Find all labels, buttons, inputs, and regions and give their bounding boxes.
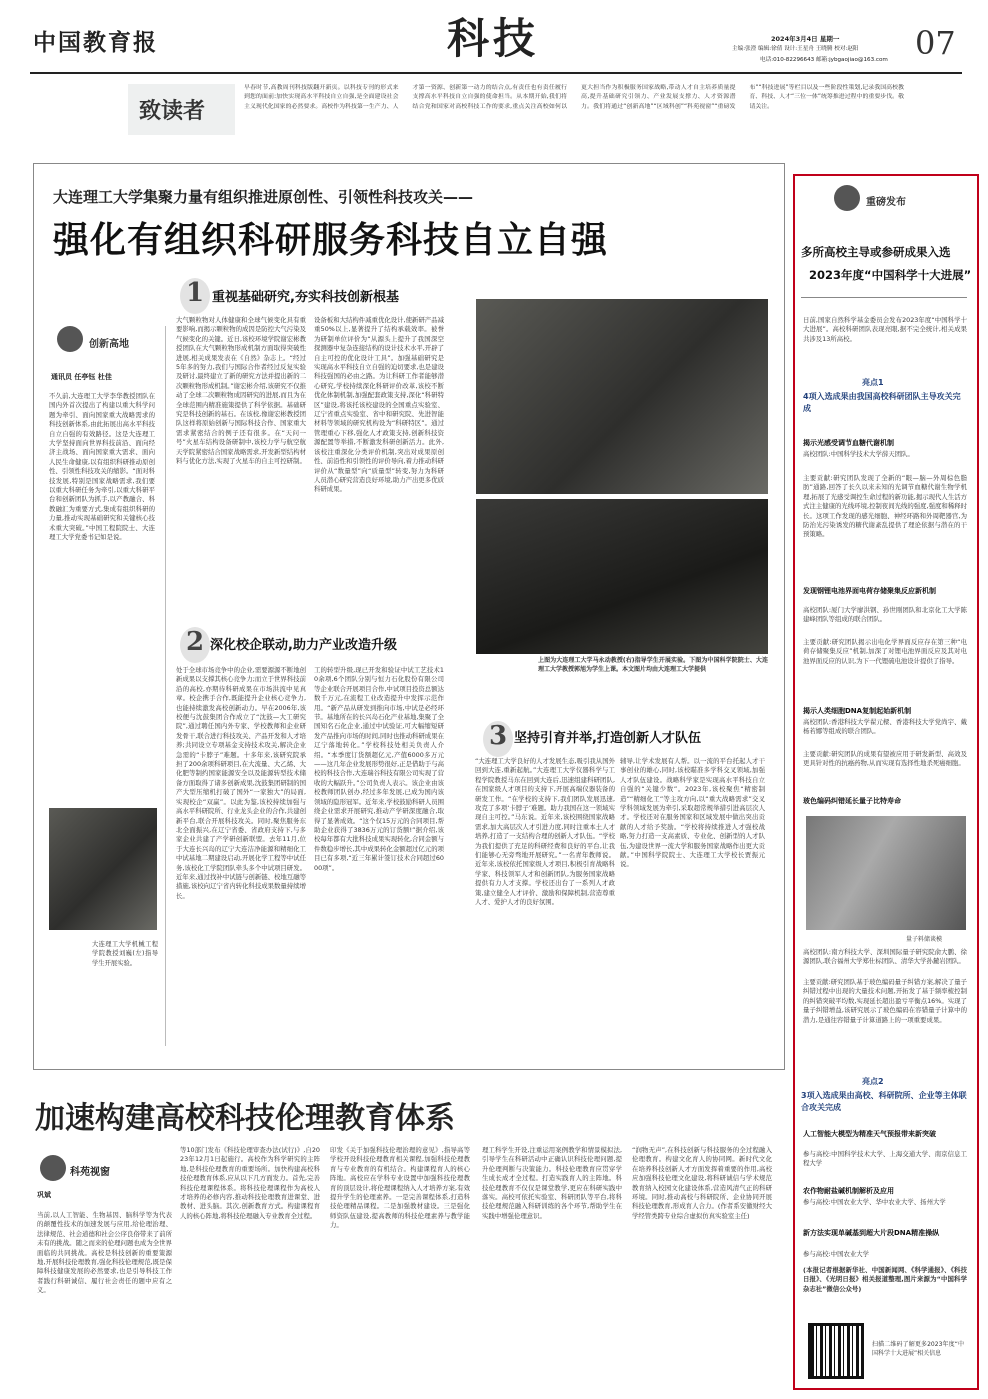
ethics-byline: 巩斌	[37, 1191, 51, 1199]
to-reader-text: 早春时节,高教周刊科技版翻开新页。以科技专刊的形式来到您的面前:加快实现高水平科技自立自强,是全面建设社会主义现代化国家的必然要求。高校作为科技第一生产力、人才第一资源、创新第一动力的结合点,有责任也有责任履行支撑高水平科技自立自强的使命担当。从本期开始,我们将结合党和国家对高校科技工作的要求,重点关注高校如何以更大担当作为积极服务国家战略,带动人才自主培养质量提高,提升基础研究引领力、产业发展支撑力、人才资源潜力。我们将通过“创新高地”“区域科创”“科苑视窗”“重磅发布”“科技进展”等栏目以及一些阶段性策划,记录我国高校教育、科技、人才“三位一体”统筹推进过程中的重要步伐。敬请关注。	[244, 85, 904, 110]
item3-team: 高校团队:香港科技大学翟元樑、香港科技大学党尚宇、戴杨若娜等组成的联合团队。	[803, 718, 967, 736]
item1-team: 高校团队:中国科学技术大学薛天团队。	[803, 450, 914, 458]
masthead-page: 07	[915, 24, 956, 62]
item1-title: 揭示光感受调节血糖代谢机制	[803, 439, 894, 447]
masthead-contact: 电话:010-82296643 邮箱:jybgaojiao@163.com	[760, 57, 888, 63]
masthead-date: 2024年3月4日 星期一	[771, 35, 840, 43]
item6-team: 参与高校:中国农业大学、华中农业大学、扬州大学	[803, 1198, 946, 1206]
item5-title: 人工智能大模型为精准天气预报带来新突破	[803, 1130, 936, 1138]
sidebar-headline-rule	[801, 297, 967, 298]
sidebar-tag	[834, 185, 964, 219]
item3-title: 揭示人类细胞DNA复制起始新机制	[803, 707, 912, 715]
masthead-rule	[30, 72, 962, 74]
main-kicker: 大连理工大学集聚力量有组织推进原创性、引领性科技攻关——	[53, 188, 474, 206]
chip-caption: 量子料储谈模	[906, 936, 943, 943]
section-title: 科技	[447, 14, 540, 63]
quantum-chip-photo	[806, 816, 966, 930]
sec3-heading: 坚持引育并举,打造创新人才队伍	[514, 731, 701, 746]
sec2-number: 2	[180, 627, 210, 663]
highlight1-label: 亮点1	[862, 378, 884, 387]
item6-title: 农作物耐盐碱机制解析及应用	[803, 1187, 894, 1195]
item4-team: 高校团队:南方科技大学、深圳国际量子研究院俞大鹏、徐源团队,联合福州大学郑仕标团队、清华大学孙麓岩团队。	[803, 948, 967, 966]
sidebar-source: (本报记者根据新华社、中国新闻网、《科学通报》、《科技日报》、《光明日报》相关报道整理,图片来源为“中国科学杂志社”微信公众号)	[803, 1266, 967, 1293]
photo-classroom	[476, 499, 768, 654]
sec2-heading: 深化校企联动,助力产业改造升级	[210, 638, 397, 653]
to-reader-label: 致读者	[139, 99, 206, 124]
masthead-staff: 主编:张澄 编辑:徐倩 设计:王星舟 王晓腾 校对:赵阳	[732, 46, 859, 52]
sec2-col-b: 工的转型升级,现已开发和验证中试工艺技术10余项,6个团队分别与恒力石化股份有限公司等企业联合开展项目合作,中试项目投资总额达数千万元,在流程工业改造提升中发挥示范作用。“新产品从研发到推向市场,中试是必经环节。基地所在的长兴岛石化产业基地,集聚了全国知名石化企业,通过中试验证,可大幅缩短研发产品推向市场的时间,同时也推动科研成果在辽宁落地转化。”学校科技处相关负责人介绍。“本季度订货额超亿元,产值6000多万元——这几年企业发展形势很好,正是借助于与高校的科技合作,大连瑞谷科技有限公司实现了营收的大幅跃升。”公司负责人表示。该企业由该校教师团队创办,经过多年发展,已成为国内该领域的隐形冠军。近年来,学校鼓励科研人员围绕企业需求开展研究,推动产学研深度融合,取得了显著成效。“这个仅15万元的合同项目,帮助企业获得了3836万元的订货额!”据介绍,该校每年都有大批科技成果实现转化,合同金额与件数稳步增长,其中成果转化金额超过亿元的项目已有多项,“近三年累计签订技术合同超过6000项”。	[314, 666, 444, 872]
sidebar-headline-2: 2023年度“中国科学十大进展”	[809, 268, 972, 282]
ethics-col2: 等10部门发布《科技伦理审查办法(试行)》,自2023年12月1日起施行。高校作为科学研究的主阵地,是科技伦理教育的重要场所。加快构建高校科技伦理教育体系,应从以下几方面发力。首先,完善科技伦理课程体系。将科技伦理课程作为高校人才培养的必修内容,推动科技伦理教育进课堂、进教材、进头脑。其次,创新教育方式。构建课程育人的核心阵地,将科技伦理融入专业教育全过程。	[180, 1146, 320, 1220]
item2-desc: 主要贡献:研究团队揭示出电化学界面反应存在第三种“电荷存储聚集反应”机制,加深了对锂电池界面反应及其对电池界面反应的认识,为下一代锂硫电池设计提供了指导。	[803, 638, 967, 665]
item2-title: 发现钢锂电池界面电荷存储聚集反应新机制	[803, 587, 936, 595]
sec3-number: 3	[483, 721, 513, 757]
highlight2-label: 亮点2	[862, 1077, 884, 1086]
sec1-number: 1	[180, 278, 210, 314]
photo-side-lab	[49, 808, 157, 930]
ethics-column-label: 科苑视窗	[70, 1167, 110, 1178]
column-tag-innovation	[57, 326, 167, 360]
ethics-headline: 加速构建高校科技伦理教育体系	[35, 1101, 455, 1136]
sidebar-logo-icon	[834, 185, 860, 211]
ethics-col5: “润物无声”,在科技创新与科技服务的全过程融入伦理教育。构建文化育人的协同网。新时代文化在培养科技创新人才方面发挥着重要的作用,高校应加强科技伦理文化建设,将科研诚信与学术规范教育纳入校园文化建设体系,营造风清气正的科研环境。同时,推动高校与科研院所、企业协同开展科技伦理教育,形成育人合力。(作者系安徽财经大学经管类跨专业综合虚拟仿真实验室主任)	[632, 1146, 772, 1220]
highlight1-title: 4项入选成果由我国高校科研团队主导攻关完成	[803, 392, 961, 413]
main-col1-text: 不久前,大连理工大学李华教授团队在国内外首次提出了构建以重大科学问题为牵引、面向国家重大战略需求的科技创新体系,由此拓展出高水平科技自立自强的有效路径。这是大连理工大学坚持面向世界科技前沿、面向经济主战场、面向国家重大需求、面向人民生命健康,以有组织科研推动原创性、引领性科技攻关的缩影。“面对科技发展,特别是国家战略需求,我们要以重大科研任务为牵引,以重大科研平台和创新团队为抓手,以产教融合、科教融汇为重要方式,集成有组织科研的力量,推动实现基础研究和关键核心技术重大突破。”中国工程院院士、大连理工大学党委书记如是说。	[49, 392, 155, 542]
item4-title: 玻色编码纠错延长量子比特寿命	[803, 797, 901, 805]
sec1-col-a: 大气颗粒物对人体健康和全球气候变化具有重要影响,而揭示颗粒物的成因是防控大气污染及气候变化的关键。近日,该校环境学院谢宏彬教授团队在大气颗粒物形成机制方面取得突破性进展,相关成果发表在《自然》杂志上。“经过5年多的努力,我们与国际合作者经过反复实验及研讨,最终建立了新的研究方法并提出新的二次颗粒物形成机制。”谢宏彬介绍,该研究不仅推动了全球二次颗粒物成因研究的进展,而且为在全球范围内精准施策提供了科学依据。基础研究是科技创新的基石。在该校,像谢宏彬教授团队这样将原始创新与国际科技合作、国家重大需求紧密结合的例子还有很多。在“天问一号”火星车结构设备研制中,该校力学与航空航天学院紧密结合国家战略需求,开发新型结构材料与优化方法,实现了火星车的自主可控研制。	[176, 316, 306, 466]
column-tag-label: 创新高地	[89, 339, 129, 350]
masthead-logo: 中国教育报	[33, 29, 158, 56]
item1-desc: 主要贡献:研究团队发现了全新的“眼—脑—外周棕色脂肪”通路,回答了长久以来未知的光调节血糖代谢生物学机理,拓展了光感受调控生命过程的新功能,揭示现代人生活方式注主健康的光线环境,控制夜间光线的强度,强度和稀释时长。这项工作发现的感光细胞、神经环路和外周靶器官,为防治光污染诱发的糖代谢紊乱提供了理论依据与潜在的干预策略。	[803, 474, 967, 539]
sec1-heading: 重视基础研究,夯实科技创新根基	[212, 290, 399, 305]
item4-desc: 主要贡献:研究团队基于玻色编码量子纠错方案,解决了量子纠错过程中出现的大量技术问题,开拓发了基于频率梳控制的纠错突破平均数,实现延长超出盈亏平衡点16%。实现了量子纠错增益,该研究展示了玻色编码在容错量子计算中的潜力,是通往容错量子计算道路上的一项重要成果。	[803, 978, 967, 1024]
sec1-col-b: 设备板和大结构件减重优化设计,使新研产品减重50%以上,显著提升了结构承载效率。被誉为研制单位评价为“从源头上提升了我国深空探测器中复杂连接结构的设计技术水平,开辟了自主可控的优化设计工具”。加强基础研究是实现高水平科技自立自强的迫切要求,也是建设科技强国的必由之路。为让科研工作者能够潜心研究,学校持续深化科研评价改革,该校不断优化体制机制,加强配套政策支持,深化“科研特区”建设,将该托该校建设的全国重点实验室、辽宁省重点实验室、省中和研究院、先进智能材料等领域的研究机构设为“科研特区”。通过管理重心下移,强化人才政策支持,创新科技资源配置等举措,不断激发科研创新活力。此外,该校注重深化分类评价机制,突出对成果原创性、前沿性和引领性的评价导向,着力推动科研评价从“数量型”向“质量型”转变,努力为科研人员潜心研究营造良好环境,助力产出更多优质科研成果。	[314, 316, 444, 494]
sec3-col-a: “大连理工大学良好的人才发展生态,吸引我从国外回到大连,重新起航。”大连理工大学仪器科学与工程学院教授马东在回到大连后,迅速组建科研团队,在国家级人才项目的支持下,开展高端仪器装备的研发工作。“在学校的支持下,我们团队发展迅速,攻克了多项‘卡脖子’难题。助力我国在这一领域实现自主可控。”马东说。近年来,该校围绕国家战略需求,加大高层次人才引进力度,同时注重本土人才培养,打造了一支结构合理的创新人才队伍。“学校为我们提供了充足的科研经费和良好的平台,让我们能够心无旁骛地开展研究。”一名青年教师说。近年来,该校依托国家级人才项目,积极引育战略科学家、科技领军人才和创新团队,为服务国家战略提供有力人才支撑。学校还出台了一系列人才政策,建立健全人才评价、激励和保障机制,营造尊重人才、爱护人才的良好氛围。	[475, 757, 615, 907]
ethics-column-tag	[40, 1155, 160, 1187]
ethics-col3: 印发《关于加强科技伦理治理的意见》,指导高等学校开设科技伦理教育相关课程,加强科技伦理教育与专业教育的有机结合。构建课程育人的核心阵地。高校应在学科专业设置中加强科技伦理教育的顶层设计,将伦理课程纳入人才培养方案,有效提升学生的伦理素养。一是完善课程体系,打造科技伦理精品课程。二是加强教材建设。三是强化师资队伍建设,提高教师的科技伦理素养与教学能力。	[330, 1146, 470, 1230]
ethics-col1: 当前,以人工智能、生物基因、脑科学等为代表的颠覆性技术的加速发展与应用,给伦理治理、法律规范、社会道德和社会公序良俗带来了前所未有的挑战。随之而来的伦理问题也成为全世界面临的共同挑战。高校是科技创新的重要策源地,开展科技伦理教育,强化科技伦理规范,既是保障科技健康发展的必然要求,也是引导科技工作者践行科研诚信、履行社会责任的题中应有之义。	[37, 1211, 172, 1295]
item3-desc: 主要贡献:研究团队的成果有望被应用于研发新型、高效及更具针对性的抗癌药物,从而实现有选择性地杀死癌细胞。	[803, 750, 967, 768]
sidebar-tag-label: 重磅发布	[866, 197, 906, 208]
side-photo-caption: 大连理工大学机械工程学院教授刘巍(左)指导学生开展实验。	[92, 941, 158, 967]
item2-team: 高校团队:厦门大学廖洪钢、孙世刚团队和北京化工大学陈建峰团队等组成的联合团队。	[803, 606, 967, 624]
item7-team: 参与高校:中国农业大学	[803, 1250, 870, 1258]
sidebar-headline-1: 多所高校主导或参研成果入选	[801, 245, 951, 259]
sec2-col-a: 处于全球市场竞争中的企业,需要源源不断地创新成果以支撑其核心竞争力;而立于世界科技前沿的高校,亦期待科研成果在市场洪流中见真章。校企携手合作,既能提升企业核心竞争力,也能持续激发高校创新动力。早在2006年,该校便与沈鼓集团合作成立了“沈鼓—大工研究院”,通过聘任国内外专家、学校教师和企业研发骨干,联合进行科技攻关、产品开发和人才培养;共同设立专项基金支持技术攻关,解决企业急需的“卡脖子”难题。十多年来,该研究院承担了200余项科研项目,在大流量、大乙烯、大化肥等制约国家能源安全以及能源转型技术储备方面取得了诸多创新成果,沈鼓集团研制的国产大型压缩机打破了国外“一家独大”的局面,实现校企“双赢”。以此为鉴,该校持续加强与高水平科研院所、行业龙头企业的合作,共建创新平台,联合开展科技攻关。同时,聚焦服务东北全面振兴,在辽宁省委、省政府支持下,与多家企业共建了产学研创新联盟。去年11月,位于大连长兴岛的辽宁大连洁净能源和精细化工中试基地二期建设启动,开展化学工程等中试任务,该校化工学院团队牵头多个中试项目研发。近年来,通过找补中试链与创新链、校地互融等措施,该校向辽宁省内转化科技成果数量持续增长。	[176, 666, 306, 900]
item5-team: 参与高校:中国科学技术大学、上海交通大学、南京信息工程大学	[803, 1150, 967, 1168]
qr-code[interactable]	[808, 1323, 864, 1379]
main-headline: 强化有组织科研服务科技自立自强	[53, 220, 609, 261]
photo-main-caption: 上图为大连理工大学马永动教授(右)指导学生开展实验。下图为中国科学院院士、大连理工大学教授郭旭为学生上课。本文图片均由大连理工大学提供	[538, 657, 768, 673]
ethics-col4: 理工科学生开设,注重运用案例教学和情景模拟法,引导学生在科研活动中正确认识科技伦理问题,提升伦理判断与决策能力。科技伦理教育应贯穿学生成长成才全过程。打造实践育人的主阵地。科技伦理教育不仅仅是课堂教学,更应在科研实践中落实。高校可依托实验室、科研团队等平台,将科技伦理规范融入科研训练的各个环节,帮助学生在实践中增强伦理意识。	[482, 1146, 622, 1220]
sec3-col-b: 辅导,让学术发展有人帮。以一流的平台托起人才干事创业的雄心,同时,该校瞄准多学科交叉领域,加强人才队伍建设。战略科学家是实现高水平科技自立自强的“关键少数”。2023年,该校聚焦“精密制造”“精细化工”等主攻方向,以“重大战略需求”交叉学科领域发展为牵引,采取超常规举措引进高层次人才。学校还对在服务国家和区域发展中做出突出贡献的人才给予奖励。“学校将持续推进人才强校战略,努力打造一支高素质、专业化、创新型的人才队伍,为建设世界一流大学和服务国家战略作出更大贡献。”中国科学院院士、大连理工大学校长贾振元说。	[620, 757, 765, 869]
col-divider	[165, 326, 166, 1046]
highlight2-title: 3项入选成果由高校、科研院所、企业等主体联合攻关完成	[801, 1091, 967, 1112]
qr-caption: 扫描二维码了解更多2023年度“中国科学十大进展”相关信息	[872, 1341, 964, 1357]
reporter-line: 通讯员 任亭钰 杜佳	[51, 373, 112, 381]
item7-title: 新方法实现单碱基到超大片段DNA精准操纵	[803, 1229, 940, 1237]
column-logo-icon	[57, 326, 83, 352]
ethics-logo-icon	[40, 1155, 66, 1181]
sidebar-intro: 日前,国家自然科学基金委员会发布2023年度“中国科学十大进展”。高校科研团队表现亮眼,据不完全统计,相关成果共涉及13所高校。	[803, 316, 967, 343]
photo-top-lab	[476, 299, 768, 494]
